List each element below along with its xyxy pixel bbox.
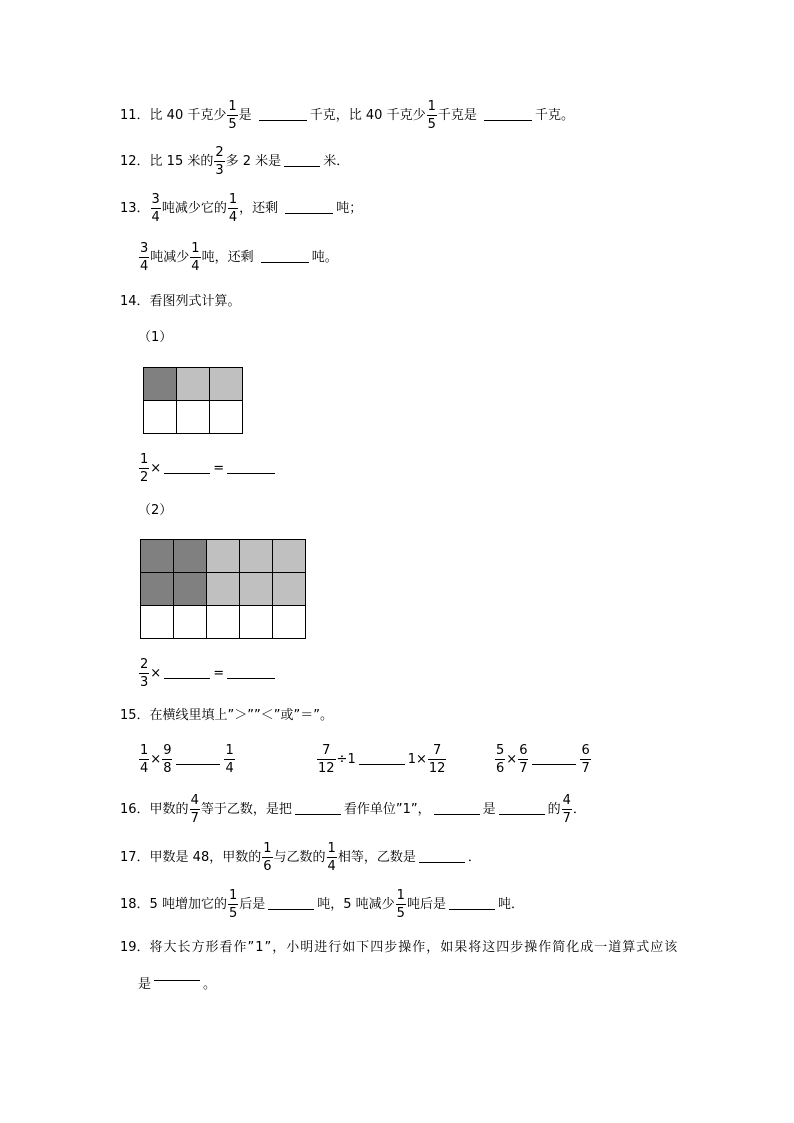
question-12 [120,146,349,177]
answer-blank[interactable] [164,677,210,679]
empty-cell [210,401,243,434]
question-number: 19． [120,940,150,955]
fraction: $\frac{2}{3}$ [215,145,224,178]
answer-blank[interactable] [434,813,480,815]
answer-blank[interactable] [419,861,465,863]
fraction: $\frac{1}{4}$ [327,841,336,874]
question-11 [120,100,574,131]
question-number: 13． [120,201,150,216]
question-text: 比 40 千克少 [149,108,227,123]
question-text: 吨； [336,201,363,216]
question-18 [120,889,524,920]
times-sign: × [506,752,518,767]
answer-blank[interactable] [176,763,220,765]
fraction: $\frac{7}{12}$ [428,743,446,776]
question-text: ． [572,802,586,817]
question-number: 12． [120,154,150,169]
question-text: 看作单位”1”， [343,802,431,817]
question-text: 吨。 [311,250,338,265]
question-text: 千克。 [535,108,575,123]
fraction: $\frac{1}{4}$ [225,743,234,776]
question-text: 的 [547,802,561,817]
question-text: 甲数是 48，甲数的 [149,850,262,865]
grid-figure-1 [143,367,243,434]
division-expression: ÷1 [336,752,356,767]
question-13-part-2 [138,242,338,273]
fraction: $\frac{1}{4}$ [140,743,149,776]
answer-blank[interactable] [499,813,545,815]
fraction: $\frac{6}{7}$ [519,743,528,776]
fraction: $\frac{9}{8}$ [163,743,172,776]
answer-blank[interactable] [227,472,275,474]
shaded-cell [174,540,207,573]
answer-blank[interactable] [285,212,333,214]
question-number: 15． [120,708,150,723]
question-number: 18． [120,897,150,912]
question-19-line-2 [138,978,216,991]
part-2-label: （2） [138,503,173,518]
fraction: $\frac{3}{4}$ [151,192,160,225]
fraction: $\frac{6}{7}$ [581,743,590,776]
question-text: 将大长方形看作”1”，小明进行如下四步操作，如果将这四步操作简化成一道算式应该 [149,940,679,955]
fraction: $\frac{1}{5}$ [396,888,405,921]
multiplication-expression: 1× [407,752,427,767]
shaded-cell [141,573,174,606]
fraction: $\frac{5}{6}$ [496,743,505,776]
equation-2 [138,658,278,689]
empty-cell [144,401,177,434]
fraction: $\frac{7}{12}$ [318,743,335,776]
question-text: 吨，还剩 [201,250,258,265]
question-number: 16． [120,802,150,817]
question-number: 11． [120,108,150,123]
fraction: $\frac{1}{5}$ [228,99,237,132]
question-text: 看图列式计算。 [149,294,241,309]
question-text: ，还剩 [239,201,283,216]
fraction: $\frac{3}{4}$ [140,241,149,274]
question-text: 是 [482,802,496,817]
answer-blank[interactable] [227,677,275,679]
question-text: 千克，比 40 千克少 [309,108,426,123]
shaded-cell [144,368,177,401]
empty-cell [207,606,240,639]
empty-cell [141,606,174,639]
fraction: $\frac{1}{4}$ [228,192,238,225]
answer-blank[interactable] [164,472,210,474]
fraction: $\frac{1}{2}$ [140,452,149,485]
answer-blank[interactable] [259,119,307,121]
question-text: 甲数的 [149,802,189,817]
light-cell [240,573,273,606]
light-cell [273,573,306,606]
answer-blank[interactable] [154,979,200,981]
empty-cell [240,606,273,639]
equals-sign: = [213,666,225,681]
answer-blank[interactable] [484,119,532,121]
fraction: $\frac{4}{7}$ [190,793,199,826]
shaded-cell [141,540,174,573]
empty-cell [174,606,207,639]
fraction: $\frac{1}{5}$ [427,99,436,132]
question-17 [120,842,481,873]
question-text: 比 15 米的 [149,154,214,169]
fraction: $\frac{2}{3}$ [140,657,149,690]
light-cell [207,573,240,606]
light-cell [210,368,243,401]
answer-blank[interactable] [261,261,309,263]
empty-cell [177,401,210,434]
equals-sign: = [213,461,225,476]
fraction: $\frac{1}{6}$ [263,841,272,874]
question-text: 与乙数的 [273,850,326,865]
times-sign: × [150,461,162,476]
question-15 [120,709,333,722]
question-14 [120,295,241,308]
question-text: 吨减少它的 [161,201,227,216]
answer-blank[interactable] [295,813,341,815]
comparison-c [494,744,592,775]
question-text: 。 [203,977,217,992]
question-text: 5 吨增加它的 [149,897,227,912]
answer-blank[interactable] [284,165,320,167]
fraction: $\frac{1}{5}$ [228,888,238,921]
light-cell [240,540,273,573]
question-number: 14． [120,294,150,309]
question-text: 千克是 [437,108,482,123]
fraction: $\frac{4}{7}$ [562,793,571,826]
light-cell [207,540,240,573]
question-text: 吨，5 吨减少 [317,897,395,912]
question-text: 在横线里填上”＞””＜”或”＝”。 [149,708,333,723]
grid-figure-2 [140,539,306,639]
fraction: $\frac{1}{4}$ [191,241,200,274]
question-text: 相等，乙数是 [337,850,416,865]
question-text: 多 2 米是 [225,154,282,169]
comparison-a [138,744,236,775]
shaded-cell [174,573,207,606]
question-text: 后是 [239,897,266,912]
answer-blank[interactable] [449,908,495,910]
question-text: 是 [138,977,152,992]
question-16 [120,794,586,825]
answer-blank[interactable] [532,763,576,765]
empty-cell [273,606,306,639]
answer-blank[interactable] [359,763,405,765]
times-sign: × [150,752,162,767]
question-text: 吨． [497,897,524,912]
question-text: 吨减少 [150,250,190,265]
light-cell [177,368,210,401]
answer-blank[interactable] [268,908,314,910]
times-sign: × [150,666,162,681]
question-13 [120,193,362,224]
question-19 [120,941,678,954]
question-text: 吨后是 [406,897,446,912]
equation-1 [138,453,278,484]
question-text: ． [467,850,481,865]
question-text: 等于乙数，是把 [200,802,292,817]
question-text: 是 [238,108,256,123]
light-cell [273,540,306,573]
question-number: 17． [120,850,150,865]
comparison-b [316,744,447,775]
part-1-label: （1） [138,330,173,345]
question-text: 米． [323,154,350,169]
